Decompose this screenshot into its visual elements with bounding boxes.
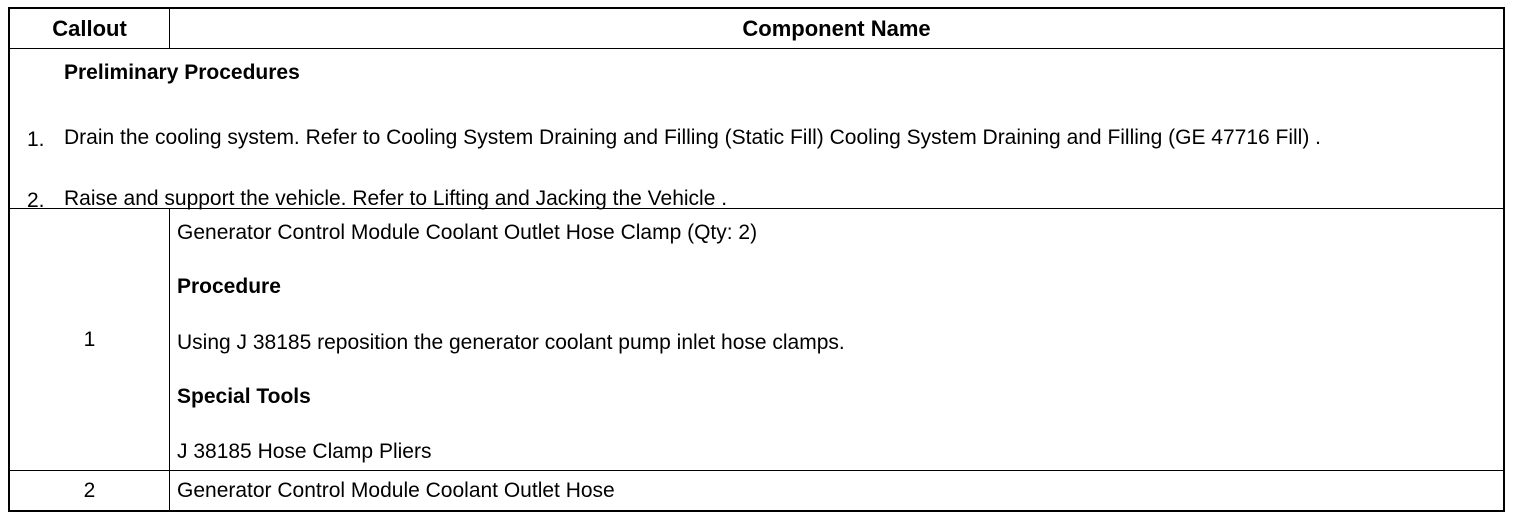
step-number: 2.	[27, 189, 45, 212]
table-row	[10, 471, 1503, 510]
procedure-text: Using J 38185 reposition the generator coolant pump inlet hose clamps.	[177, 331, 845, 354]
table-header-row	[10, 9, 1503, 49]
table-row	[10, 209, 1503, 471]
step-number: 1.	[27, 128, 45, 151]
special-tools-heading: Special Tools	[177, 385, 311, 408]
preliminary-procedures-row	[10, 49, 1503, 212]
row-component-cell	[170, 209, 1503, 470]
component-table	[8, 7, 1505, 512]
row-callout: 2	[10, 471, 170, 510]
component-name: Generator Control Module Coolant Outlet Hose Clamp (Qty: 2)	[177, 221, 758, 244]
header-component-name: Component Name	[742, 15, 931, 41]
step-text: Drain the cooling system. Refer to Cooling System Draining and Filling (Static Fill) Cooling System Draining and Filling (GE 47716 Fill) .	[64, 126, 1322, 149]
procedure-heading: Procedure	[177, 275, 281, 298]
header-callout: Callout	[10, 9, 170, 48]
row-component-cell	[170, 471, 1503, 510]
preliminary-title: Preliminary Procedures	[64, 61, 300, 84]
special-tools-text: J 38185 Hose Clamp Pliers	[177, 440, 432, 463]
row-callout: 1	[10, 209, 170, 470]
component-name: Generator Control Module Coolant Outlet Hose	[177, 479, 615, 502]
step-text: Raise and support the vehicle. Refer to Lifting and Jacking the Vehicle .	[64, 187, 728, 210]
